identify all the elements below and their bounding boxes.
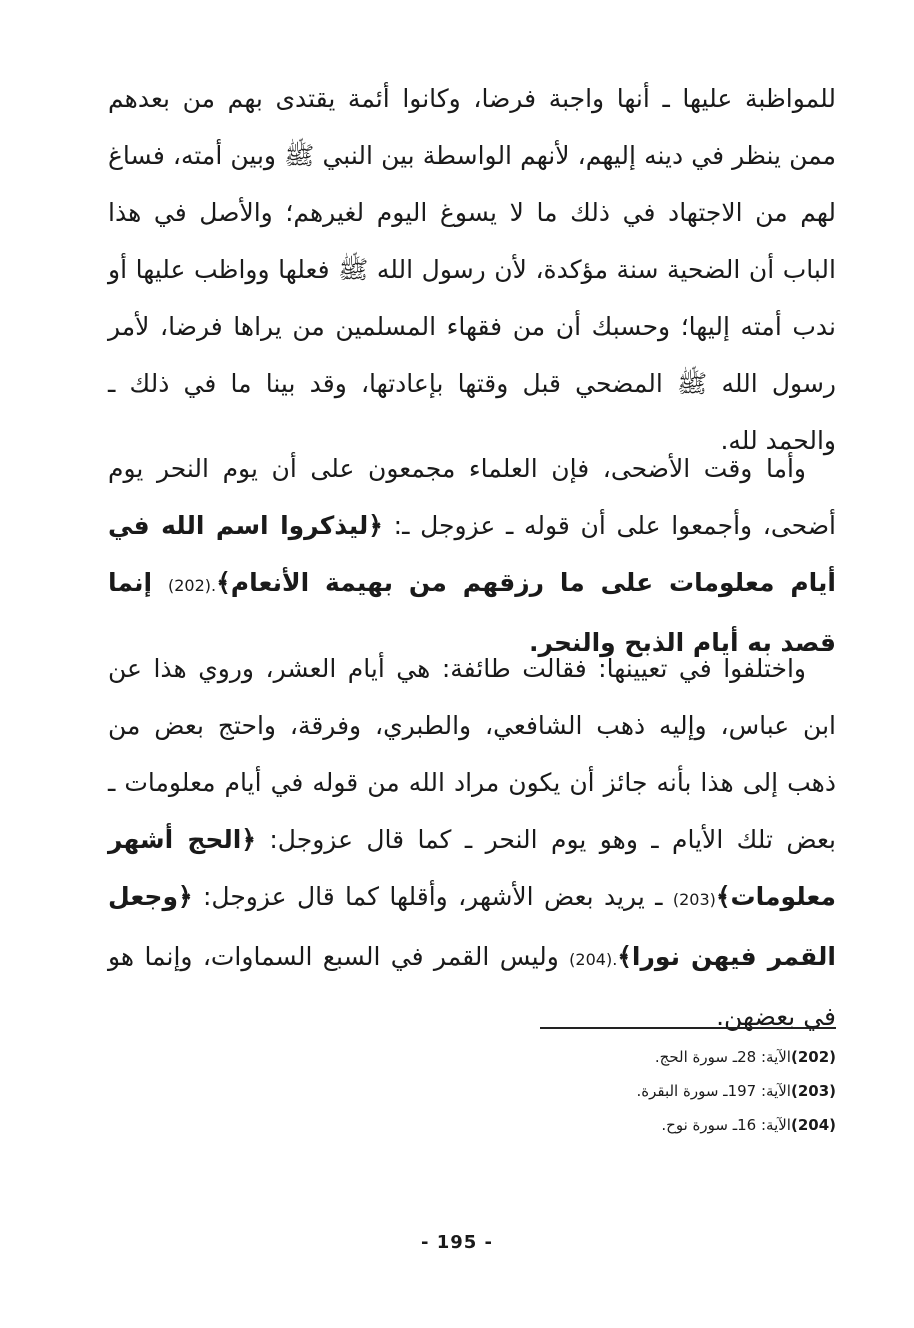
paragraph-1 (108, 70, 836, 469)
footnote-number: (204) (790, 1116, 836, 1134)
quran-quote: ﴿ليذكروا اسم الله في أيام معلومات على ما رزقهم من بهيمة الأنعام﴾ (108, 511, 836, 597)
paragraph-3 (108, 640, 836, 1045)
paragraph-2-text-a: وأما وقت الأضحى، فإن العلماء مجمعون على أن يوم النحر يوم أضحى، وأجمعوا على أن قوله ـ عزوجل ـ: (108, 454, 836, 540)
paragraph-1-text: للمواظبة عليها ـ أنها واجبة فرضا، وكانوا أئمة يقتدى بهم من بعدهم ممن ينظر في دينه إليهم، لأنهم الواسطة بين النبي ﷺ وبين أمته، فساغ لهم من الاجتهاد في ذلك ما لا يسوغ اليوم لغيرهم؛ والأصل في هذا الباب أن الضحية سنة مؤكدة، لأن رسول الله ﷺ فعلها وواظب عليها أو ندب أمته إليها؛ وحسبك أن من فقهاء المسلمين من يراها فرضا، لأمر رسول الله ﷺ المضحي قبل وقتها بإعادتها، وقد بينا ما في ذلك ـ والحمد لله. (108, 84, 836, 455)
footnote-number: (202) (790, 1048, 836, 1066)
paragraph-2-text-b: إنما قصد به أيام الذبح والنحر. (108, 568, 836, 657)
footnote-ref: .(202) (167, 576, 217, 595)
quran-quote: ﴿وجعل القمر فيهن نورا﴾ (108, 882, 836, 971)
paragraph-3-text-c: وليس القمر في السبع السماوات، وإنما هو في بعضهن. (108, 942, 836, 1031)
footnote-text: الآية: 197ـ سورة البقرة. (636, 1082, 791, 1100)
footnote-item (540, 1040, 836, 1074)
footnote-item (540, 1074, 836, 1108)
footnote-text: الآية: 28ـ سورة الحج. (654, 1048, 791, 1066)
footnote-item (540, 1108, 836, 1142)
paragraph-3-text-b: ـ يريد بعض الأشهر، وأقلها كما قال عزوجل: (192, 882, 673, 911)
paragraph-3-text (108, 640, 836, 1045)
footnote-number: (203) (790, 1082, 836, 1100)
paragraph-3-text-a: واختلفوا في تعيينها: فقالت طائفة: هي أيام العشر، وروي هذا عن ابن عباس، وإليه ذهب الشافعي، والطبري، وفرقة، واحتج بعض من ذهب إلى هذا بأنه جائز أن يكون مراد الله من قوله في أيام معلومات ـ بعض تلك الأيام ـ وهو يوم النحر ـ كما قال عزوجل: (108, 654, 836, 854)
paragraph-2-text (108, 440, 836, 671)
footnotes (540, 1040, 836, 1142)
footnote-ref: (203) (672, 890, 716, 909)
paragraph-2 (108, 440, 836, 671)
page-number: - 195 - (420, 1232, 494, 1253)
footnote-text: الآية: 16ـ سورة نوح. (661, 1116, 791, 1134)
footnote-ref: .(204) (569, 950, 618, 969)
footnote-divider (540, 1027, 836, 1029)
quran-quote: ﴿الحج أشهر معلومات﴾ (108, 825, 836, 911)
